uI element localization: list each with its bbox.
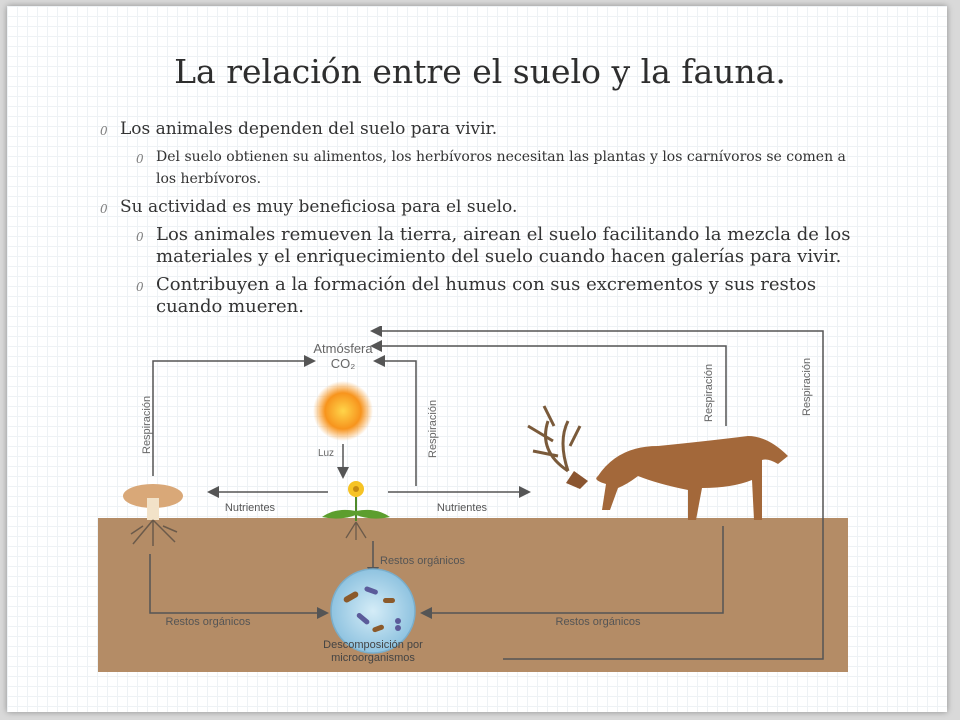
nutrients-label-left: Nutrientes xyxy=(224,502,276,514)
decomposition-label-line1: Descomposición por xyxy=(323,639,423,651)
bullet-text: Su actividad es muy beneficiosa para el suelo. xyxy=(120,197,518,217)
left-respiration-arrow xyxy=(153,361,313,476)
bullet-beneficial-activity xyxy=(100,196,860,218)
organic-remains-label-left: Restos orgánicos xyxy=(165,616,251,628)
organic-remains-label-center: Restos orgánicos xyxy=(380,555,465,567)
sun-icon xyxy=(313,381,373,441)
respiration-label-center: Respiración xyxy=(427,399,439,458)
bullet-marker: 0 xyxy=(136,280,144,294)
soil-layer xyxy=(98,518,848,672)
bullet-text: Del suelo obtienen su alimentos, los herbívoros necesitan las plantas y los carnívoros se comen a los herbívoros. xyxy=(156,149,846,187)
bullet-animals-depend xyxy=(100,118,860,140)
respiration-label-far-right: Respiración xyxy=(801,357,813,416)
atmosphere-label: Atmósfera xyxy=(313,341,373,356)
decomposition-label-line2: microorganismos xyxy=(331,652,415,664)
bullet-text: Los animales dependen del suelo para vivir. xyxy=(120,119,498,139)
slide-title: La relación entre el suelo y la fauna. xyxy=(174,52,786,91)
bullet-marker: 0 xyxy=(100,124,108,138)
deer-icon xyxy=(528,406,788,520)
respiration-label-left: Respiración xyxy=(141,395,153,454)
plant-respiration-arrow xyxy=(376,361,416,486)
bullet-text: Contribuyen a la formación del humus con sus excrementos y sus restos cuando mueren. xyxy=(156,274,817,317)
respiration-label-right: Respiración xyxy=(703,363,715,422)
bullet-marker: 0 xyxy=(136,230,144,244)
subbullet-humus xyxy=(136,274,860,318)
bullet-area xyxy=(100,118,860,325)
subbullet-aerate-soil xyxy=(136,224,860,268)
soil-fauna-cycle-diagram xyxy=(98,326,848,672)
light-label: Luz xyxy=(317,448,335,459)
bullet-text: Los animales remueven la tierra, airean el suelo facilitando la mezcla de los materiales y el enriquecimiento del suelo cuando hacen galerías para vivir. xyxy=(156,224,851,267)
subbullet-food-source xyxy=(136,146,860,190)
nutrients-label-right: Nutrientes xyxy=(436,502,488,514)
co2-label: CO₂ xyxy=(330,356,356,371)
bullet-marker: 0 xyxy=(136,152,144,166)
organic-remains-label-right: Restos orgánicos xyxy=(555,616,641,628)
bullet-marker: 0 xyxy=(100,202,108,216)
